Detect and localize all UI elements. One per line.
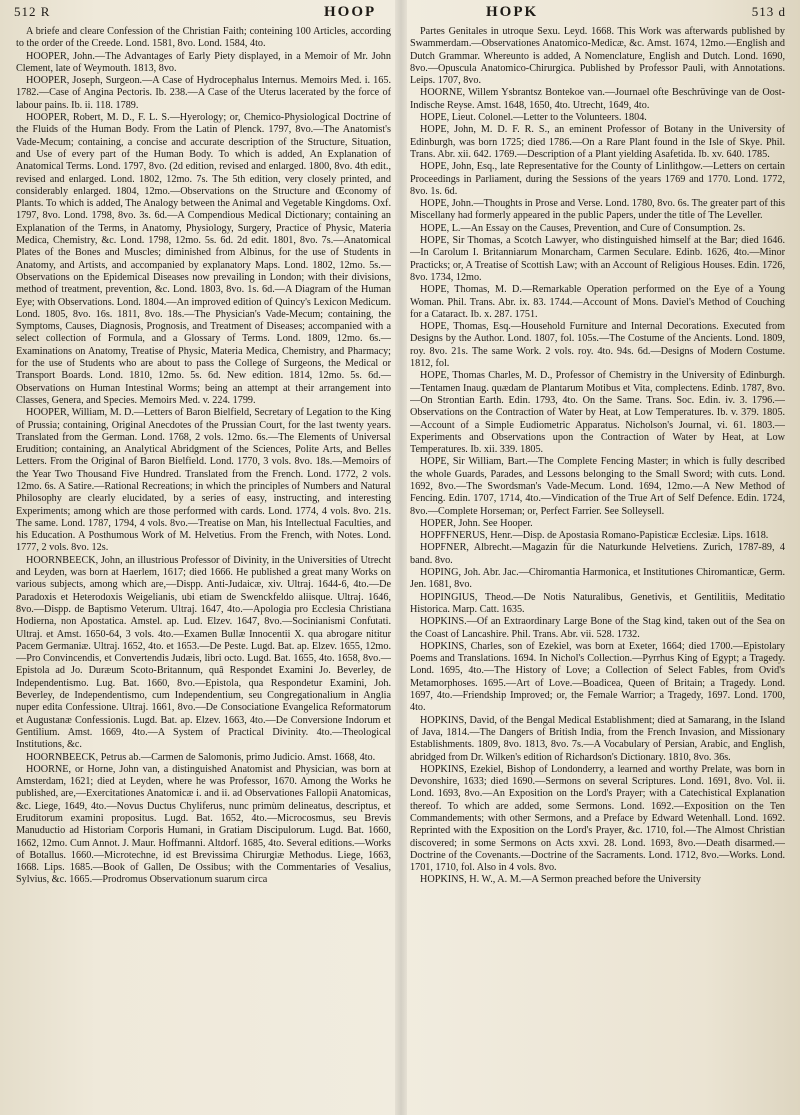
entry-hope-lieut: HOPE, Lieut. Colonel.—Letter to the Volunteers. 1804. bbox=[420, 112, 647, 124]
entry-hopffnerus: HOPFFNERUS, Henr.—Disp. de Apostasia Romano-Papisticæ Ecclesiæ. Lips. 1618. bbox=[420, 530, 769, 542]
entry-hoornbeeck-petrus: HOORNBEECK, Petrus ab.—Carmen de Salomonis, primo Judicio. Amst. 1668, 4to. bbox=[26, 751, 376, 763]
entry-hoornbeeck-john: HOORNBEECK, John, an illustrious Professor of Divinity, in the Universities of Utrecht and Leyden, was born at Haerlem, 1617; died 1666. He published a great many Works on various subjects, among which are,—Dispp. Anti-Judaicæ, xiv. Ultraj. 1644-6, 4to.—De Paradoxis et Heterodoxis Weigelianis, ubi etiam de Swenckfeldo aliisque. Ultraj. 1646, 8vo.—Dispp. de Baptismo Veterum. Ultraj. 1647, 4to.—Apologia pro Ecclesia Christiana Hodierna, non Apostatica. Amstel. ap. Lud. Elzev. 1647, 8vo.—Socinianismi Confutati. Ultraj. et Amst. 1650-64, 3 vols. 4to.—Examen Bullæ Innocentii X. qua abrogare nititur Pacem Germaniæ. Ultraj. 1652, 4to. et 1653.—De Peste. Lugd. Bat. ap. Elzev. 1655, 12mo.—Pro Convincendis, et Convertendis Judæis, libri octo. Lugd. Bat. 1655, 4to. 1658, 8vo.—Epistola ad Jo. Duræum Scoto-Britannum, quâ Respondet Examini Jo. Beverley, de Independentismo. Lug. Bat. 1660, 8vo.—Epistola, qua Respondetur Examini, Joh. Beverley, de Independentismo, cum Independentium, seu Congregationalium in Anglia nuper edita Confessione. Ultraj. 1661, 8vo.—De Consociatione Evangelica Reformatorum et Augustanæ Confessionis. Lugd. Bat. ap. Elzev. 1663, 4to.—De Conversione Indorum et Gentilium. Amst. 1669, 4to.—A System of Practical Divinity. 4to.—Theological Institutions, &c. bbox=[16, 554, 391, 751]
entry-hopkins-ezekiel: HOPKINS, Ezekiel, Bishop of Londonderry, a learned and worthy Prelate, was born in Devonshire, 1633; died 1690.—Sermons on several Scriptures. Lond. 1691, 8vo. Vol. ii. Lond. 1693, 8vo.—An Exposition on the Lord's Prayer; with a Catechistical Explanation thereof. To which are added, some Sermons. Lond. 1692.—Exposition on the Ten Commandements; with other Sermons, and a Preface by Edward Wetenhall. Lond. 1692. Reprinted with the Exposition on the Lord's Prayer, &c. 1710, fol.—The Almost Christian discovered; in some Sermons on Acts xxvi. 28. Lond. 1693, 8vo.—Death disarmed.—Doctrine of the Covenants.—Doctrine of the Sacraments. Lond. 1712, 8vo.—Works. Lond. 1701, 1710, fol. Also in 4 vols. 8vo. bbox=[410, 763, 785, 874]
entry-hooper-confession-cont: A briefe and cleare Confession of the Christian Faith; conteining 100 Articles, according to the order of the Creede. Lond. 1581, 8vo. Lond. 1584, 4to. bbox=[16, 26, 391, 50]
entry-hopkins-hw: HOPKINS, H. W., A. M.—A Sermon preached before the University bbox=[420, 874, 701, 886]
entry-hoorne-john: HOORNE, or Horne, John van, a distinguished Anatomist and Physician, was born at Amsterdam, 1621; died at Leyden, where he was Professor, 1670. Among the Works he published, are,—Exercitationes Anatomicæ i. and ii. ad Observationes Fallopii Anatomicas, &c. Liege, 1649, 4to.—Novus Ductus Chyliferus, nunc primùm delineatus, descriptus, et Eruditorum examini propositus. Lugd. Bat. 1652, 4to.—Microcosmus, seu Brevis Manuductio ad Historiam Corporis Humani, in Gratiam Discipulorum. Lugd. Bat. 1660, 1662, 12mo. Cum Annot. J. Maur. Hoffmanni. Altdorf. 1685, 4to. Several editions.—Works of Botallus. 1660.—Microtechne, id est Brevissima Chirurgiæ Methodus. Liege, 1663, 1668. Lips. 1685.—Book of Gallen, De Ossibus; with the Commentaries of Vesalius, Sylvius, &c. 1665.—Prodromus Observationum suarum circa bbox=[16, 763, 391, 886]
left-running-head: HOOP bbox=[324, 4, 377, 20]
running-header bbox=[14, 4, 786, 24]
entry-hope-thomas-esq: HOPE, Thomas, Esq.—Household Furniture and Internal Decorations. Executed from Designs by the Author. Lond. 1807, fol. 105s.—The Costume of the Ancients. Lond. 1809, roy. 8vo. 21s. The same Work. 2 vols. roy. 4to. 94s. 6d.—Designs of Modern Costume. 1812, fol. bbox=[410, 321, 785, 370]
right-page-number: 513 d bbox=[751, 4, 786, 19]
entry-hooper-william: HOOPER, William, M. D.—Letters of Baron Bielfield, Secretary of Legation to the King of Prussia; containing, Original Anecdotes of the Prussian Court, for the last twenty years. Translated from the German. Lond. 1768, 2 vols. 12mo. 6s.—The Elements of Universal Erudition; containing, an Analytical Abridgment of the Sciences, Polite Arts, and Belles Letters. From the Original of Baron Bielfield. Lond. 1770, 3 vols. 8vo. 18s.—Memoirs of the Year Two Thousand Five Hundred. Translated from the French. Lond. 1772, 2 vols. 12mo. 6s. A Satire.—Rational Recreations; in which the principles of Numbers and Natural Philosophy are clearly elucidated, by a series of easy, instructing, and interesting Experiments; among which are those performed with cards. Lond. 1774, 4 vols. 8vo. 21s. The same. Lond. 1787, 1794, 4 vols. 8vo.—Treatise on Man, his Intellectual Faculties, and his Education. A Posthumous Work of M. Helvetius. From the French, with Notes. Lond. 1777, 2 vols. 8vo. 12s. bbox=[16, 407, 391, 554]
entry-hoorne-cont: Partes Genitales in utroque Sexu. Leyd. 1668. This Work was afterwards published by Swammerdam.—Observationes Anatomico-Medicæ, &c. Amst. 1674, 12mo.—English and Dutch Grammar. Whereunto is added, A Nomenclature, English and Dutch. Lond. 1690, 8vo.—Opuscula Anatomico-Chirurgica. Published by Professor Pauli, with Annotations. Leips. 1707, 8vo. bbox=[410, 26, 785, 87]
entry-hopkins: HOPKINS.—Of an Extraordinary Large Bone of the Stag kind, taken out of the Sea on the Coast of Lancashire. Phil. Trans. Abr. vii. 528. 1732. bbox=[410, 616, 785, 640]
entry-hope-thomas-charles: HOPE, Thomas Charles, M. D., Professor of Chemistry in the University of Edinburgh.—Tentamen Inaug. quædam de Plantarum Motibus et Vita, complectens. Edinb. 1787, 8vo.—On Strontian Earth. Edin. 1793, 4to. On the Same. Trans. Soc. Edin. iv. 3. 1796.—Observations on the Contraction of Water by Heat, at Low Temperatures. Ib. v. 379. 1805.—Account of a Simple Eudiometric Apparatus. Nicholson's Journal, vi. 61. 1803.—Experiments and Observations upon the Contraction of Water by Heat, at Low Temperatures. Ib. xii. 339. 1805. bbox=[410, 370, 785, 456]
entry-hopfner: HOPFNER, Albrecht.—Magazin für die Naturkunde Helvetiens. Zurich, 1787-89, 4 band. 8vo. bbox=[410, 542, 785, 566]
entry-hooper-john: HOOPER, John.—The Advantages of Early Piety displayed, in a Memoir of Mr. John Clement, late of Weymouth. 1813, 8vo. bbox=[16, 50, 391, 74]
entry-hope-sir-thomas: HOPE, Sir Thomas, a Scotch Lawyer, who distinguished himself at the Bar; died 1646.—In Carolum I. Britanniarum Monarcham, Carmen Seculare. Edinb. 1626, 4to.—Minor Practicks; or, A Treatise of Scottish Law; with an Account of Religious Houses. Edin. 1726, 8vo. 1734, 12mo. bbox=[410, 235, 785, 283]
entry-hooper-robert: HOOPER, Robert, M. D., F. L. S.—Hyerology; or, Chemico-Physiological Doctrine of the Fluids of the Human Body. From the Latin of Plenck. 1797, 8vo.—The Anatomist's Vade-Mecum; containing, a concise and accurate description of the Structure, Situation, and Use of every part of the Human Body. To which is added, An Explanation of Anatomical Terms. Lond. 1797, 8vo. (2d edition, revised and enlarged. 1800, 8vo. 4th edit., revised and enlarged. Lond. 1802, 12mo. 7s. The 5th edition, very closely printed, and considerably enlarged. 1804, 12mo.—Observations on the Structure and Œconomy of Plants. To which is added, The Analogy between the Animal and Vegetable Kingdoms. Oxf. 1797, 8vo. Lond. 1798, 8vo. 3s. 6d.—A Compendious Medical Dictionary; containing an Explanation of the Terms, in Anatomy, Physiology, Surgery, Practice of Physic, Materia Medica, Chemistry, &c. Lond. 1798, 12mo. 5s. 6d. 2d edit. 1801, 8vo. 7s.—Anatomical Plates of the Bones and Muscles; diminished from Albinus, for the use of Students in Anatomy, and Artists, and accompanied by explanatory Maps. Lond. 1802, 12mo. 5s.—Observations on the Epidemical Diseases now prevailing in London; with their divisions, method of treatment, prevention, &c. Lond. 1803, 8vo. 1s. 6d.—A Diagram of the Human Eye; with Observations. Lond. 1804.—An improved edition of Quincy's Lexicon Medicum. Lond. 1805, 8vo. 16s. 1811, 8vo. 18s.—The Physician's Vade-Mecum; containing, the Symptoms, Causes, Diagnosis, Prognosis, and Treatment of Diseases; accompanied with a select collection of Formula, and a Glossary of Terms. Lond. 1809, 12mo. 6s.—Examinations on Anatomy, Treatise of Physic, Materia Medica, Chemistry, and Pharmacy; for the use of Students who are about to pass the College of Surgeons, the Medical or Transport Boards. Lond. 1810, 12mo. 5s. 6d. New edition. 1814, 12mo. 5s. 6d.—Observations on Human Intestinal Worms; being an attempt at their arrangement into Classes, Genera, and Species. Memoirs Med. v. 224. 1799. bbox=[16, 112, 391, 406]
left-page-number: 512 R bbox=[14, 4, 51, 19]
entry-hooper-joseph: HOOPER, Joseph, Surgeon.—A Case of Hydrocephalus Internus. Memoirs Med. i. 165. 1782.—Case of Angina Pectoris. Ib. 238.—A Case of the Uterus lacerated by the force of labour pains. Ib. ii. 118. 1789. bbox=[16, 75, 391, 111]
page-gutter bbox=[395, 0, 407, 1115]
entry-hope-sir-william: HOPE, Sir William, Bart.—The Complete Fencing Master; in which is fully described the whole Guards, Parades, and Lessons belonging to the Small Sword; with cuts. Lond. 1692, 8vo.—The Swordsman's Vade-Mecum. Lond. 1694, 12mo.—A New Method of Fencing. Edin. 1707, 1714, 4to.—Vindication of the True Art of Self Defence. Edin. 1724, 8vo.—Complete Horseman; or, Perfect Farrier. See Solleysell. bbox=[410, 456, 785, 517]
entry-hope-john-md: HOPE, John, M. D. F. R. S., an eminent Professor of Botany in the University of Edinburgh, was born 1725; died 1786.—On a Rare Plant found in the Isle of Skye. Phil. Trans. Abr. xii. 642. 1769.—Description of a Plant yielding Asafetida. Ib. xv. 640. 1785. bbox=[410, 124, 785, 160]
entry-hoorne-willem: HOORNE, Willem Ysbrantsz Bontekoe van.—Journael ofte Beschrüvinge van de Oost-Indische Reyse. Amst. 1648, 1650, 4to. Utrecht, 1649, 4to. bbox=[410, 87, 785, 111]
entry-hopkins-charles: HOPKINS, Charles, son of Ezekiel, was born at Exeter, 1664; died 1700.—Epistolary Poems and Translations. 1694. In Nichol's Collection.—Pyrrhus King of Egypt; a Tragedy. Lond. 1695, 4to.—The History of Love; a Collection of Select Fables, from Ovid's Metamorphoses. 1695.—Art of Love.—Boadicea, Queen of Britain; a Tragedy. Lond. 1697, 4to.—Friendship Improved; or, the Female Warrior; a Tragedy, 1697. Lond. 1700, 4to. bbox=[410, 640, 785, 714]
right-column bbox=[410, 26, 785, 1110]
entry-hoping: HOPING, Joh. Abr. Jac.—Chiromantia Harmonica, et Institutiones Chiromanticæ, Germ. Jen. 1681, 8vo. bbox=[410, 567, 785, 591]
entry-hopingius: HOPINGIUS, Theod.—De Notis Naturalibus, Genetivis, et Gentilitiis, Meditatio Historica. Marp. Catt. 1635. bbox=[410, 591, 785, 615]
entry-hope-l: HOPE, L.—An Essay on the Causes, Prevention, and Cure of Consumption. 2s. bbox=[420, 222, 746, 234]
entry-hope-thomas-md: HOPE, Thomas, M. D.—Remarkable Operation performed on the Eye of a Young Woman. Phil. Trans. Abr. ix. 83. 1744.—Account of Mons. Daviel's Method of Couching for a Cataract. Ib. x. 287. 1751. bbox=[410, 284, 785, 320]
left-column bbox=[16, 26, 391, 1110]
entry-hope-john-esq: HOPE, John, Esq., late Representative for the County of Linlithgow.—Letters on certain Proceedings in Parliament, during the Sessions of the years 1769 and 1770. Lond. 1772, 8vo. 1s. 6d. bbox=[410, 161, 785, 197]
right-running-head: HOPK bbox=[486, 4, 539, 20]
entry-hoper-john: HOPER, John. See Hooper. bbox=[420, 517, 533, 529]
entry-hope-john-thoughts: HOPE, John.—Thoughts in Prose and Verse. Lond. 1780, 8vo. 6s. The greater part of this Miscellany had formerly appeared in the public Papers, under the title of The Leveller. bbox=[410, 198, 785, 222]
entry-hopkins-david: HOPKINS, David, of the Bengal Medical Establishment; died at Samarang, in the Island of Java, 1814.—The Dangers of British India, from the French Invasion, and Missionary Establishments. 1809, 8vo. 1813, 8vo. 7s.—A Vocabulary of Persian, Arabic, and English, abridged from Dr. Wilken's edition of Richardson's Dictionary. 1810, 8vo. 36s. bbox=[410, 714, 785, 763]
